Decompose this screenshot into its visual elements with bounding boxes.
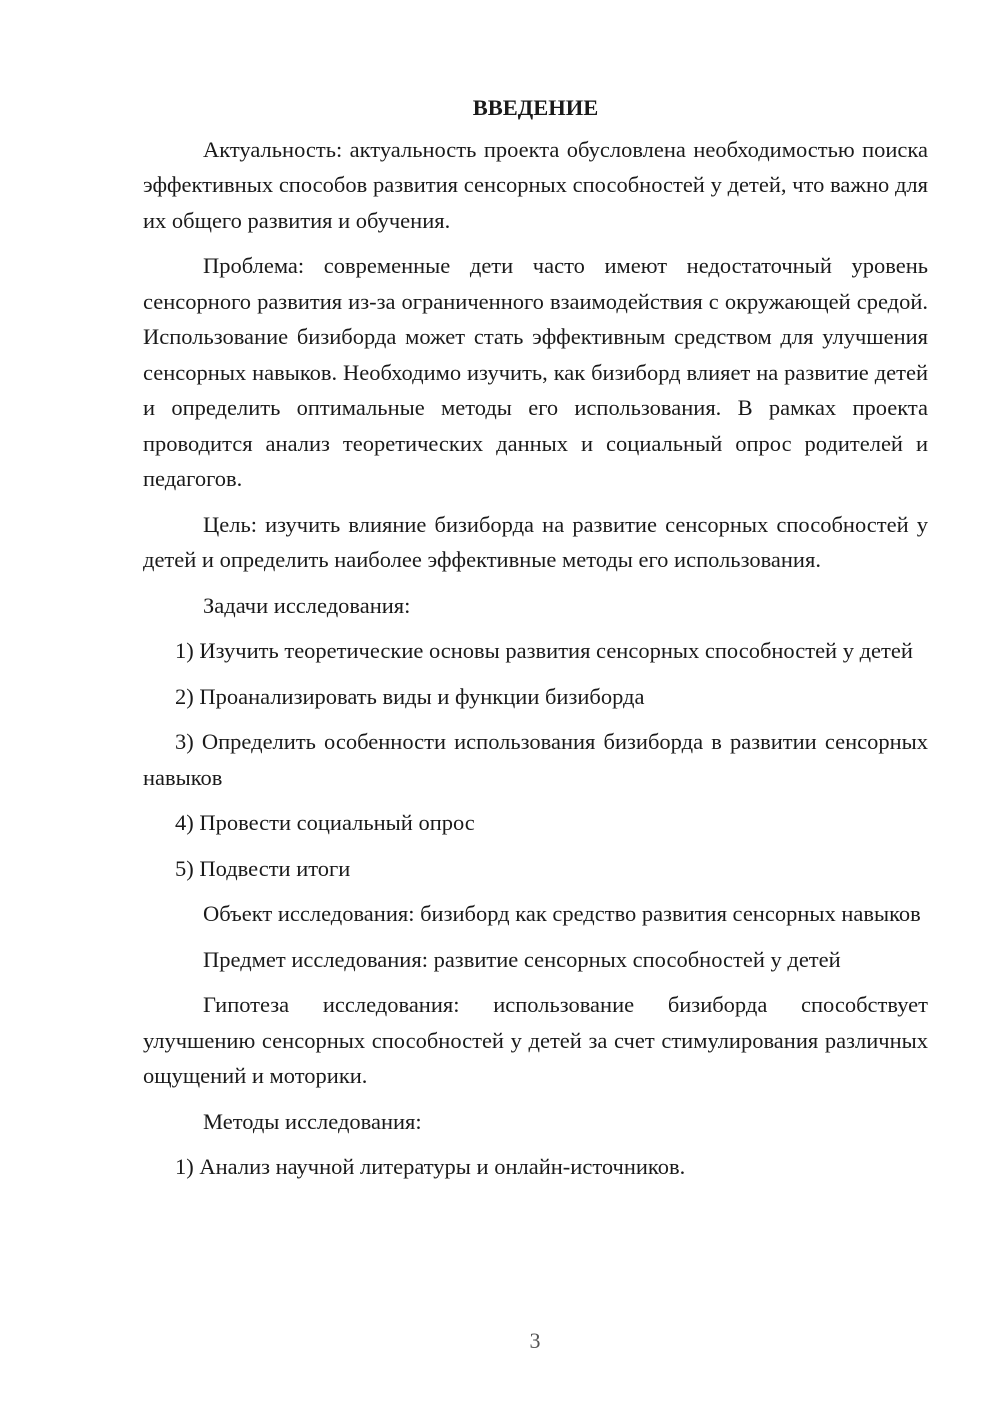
page-number: 3 [529, 1328, 541, 1353]
document-page [143, 90, 928, 1195]
paragraph-object: Объект исследования: бизиборд как средство развития сенсорных навыков [203, 901, 921, 926]
section-title: ВВЕДЕНИЕ [472, 95, 599, 120]
paragraph-tasks-heading: Задачи исследования: [203, 592, 411, 618]
list-item-task-3: 3) Определить особенности использования бизиборда в развитии сенсорных навыков [143, 729, 928, 790]
paragraph-goal: Цель: изучить влияние бизиборда на развитие сенсорных способностей у детей и определить наиболее эффективные методы его использования. [143, 511, 928, 572]
paragraph-relevance: Актуальность: актуальность проекта обусловлена необходимостью поиска эффективных способов развития сенсорных способностей у детей, что важно для их общего развития и обучения. [143, 136, 928, 233]
list-item-method-1: 1) Анализ научной литературы и онлайн-источников. [175, 1154, 686, 1179]
paragraph-methods-heading: Методы исследования: [203, 1108, 422, 1134]
list-item-task-2: 2) Проанализировать виды и функции бизиборда [175, 683, 645, 709]
list-item-task-4: 4) Провести социальный опрос [175, 810, 475, 835]
paragraph-problem: Проблема: современные дети часто имеют недостаточный уровень сенсорного развития из-за ограниченного взаимодействия с окружающей средой. Использование бизиборда может стать эффективным средством для улучшения сенсорных навыков. Необходимо изучить, как бизиборд влияет на развитие детей и определить оптимальные методы его использования. В рамках проекта проводится анализ теоретических данных и социальный опрос родителей и педагогов. [143, 253, 928, 491]
list-item-task-5: 5) Подвести итоги [175, 855, 351, 881]
list-item-task-1: 1) Изучить теоретические основы развития сенсорных способностей у детей [175, 638, 913, 663]
paragraph-hypothesis: Гипотеза исследования: использование бизиборда способствует улучшению сенсорных способностей у детей за счет стимулирования различных ощущений и моторики. [143, 992, 928, 1088]
paragraph-subject: Предмет исследования: развитие сенсорных способностей у детей [203, 946, 841, 972]
